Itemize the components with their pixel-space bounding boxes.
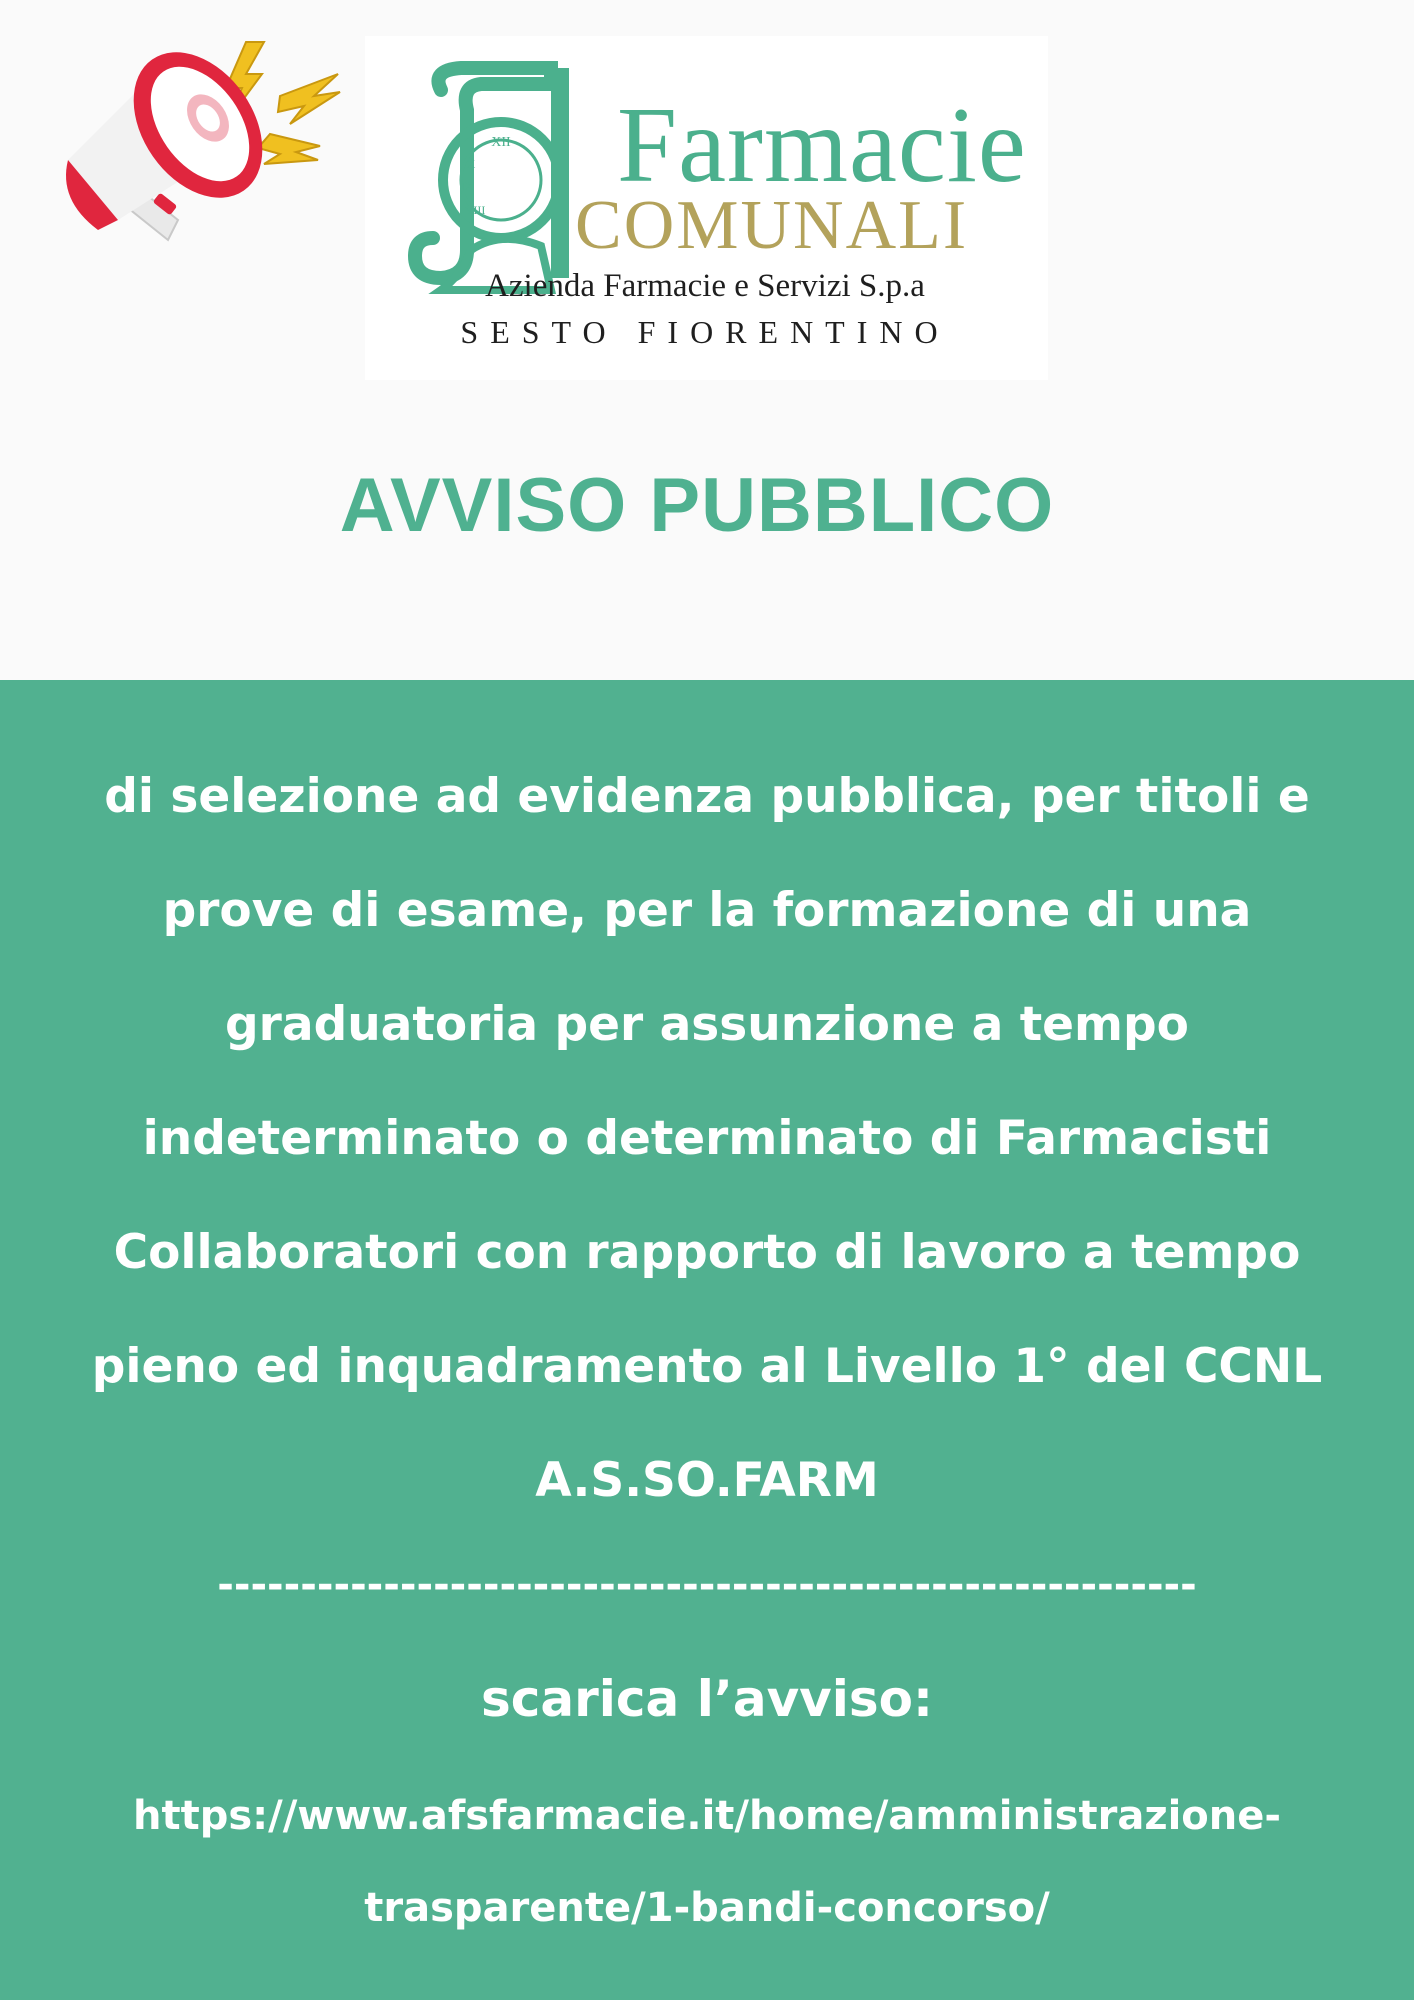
logo-city: SESTO FIORENTINO: [460, 314, 950, 350]
svg-text:XII: XII: [491, 135, 511, 150]
logo-company: Azienda Farmacie e Servizi S.p.a: [485, 268, 925, 304]
download-link[interactable]: https://www.afsfarmacie.it/home/amministrazione-trasparente/1-bandi-concorso/: [132, 1793, 1281, 1931]
download-label: scarica l’avviso:: [480, 1670, 934, 1728]
logo-name-line2: COMUNALI: [575, 187, 969, 264]
header-section: [0, 0, 1414, 680]
separator: -----------------------------------------------------------: [217, 1562, 1197, 1608]
company-logo: [365, 36, 1048, 380]
page-title: AVVISO PUBBLICO: [339, 463, 1055, 548]
svg-text:X: X: [466, 157, 476, 171]
notice-body: di selezione ad evidenza pubblica, per titoli e prove di esame, per la formazione di una graduatoria per assunzione a tempo indeterminato o determinato di Farmacisti Collaboratori con rapporto di lavoro a tempo pieno ed inquadramento al Livello 1° del CCNL A.S.SO.FARM: [91, 769, 1323, 1508]
megaphone-icon: [58, 30, 348, 255]
svg-text:IX: IX: [460, 179, 474, 193]
svg-text:VIII: VIII: [464, 203, 486, 217]
logo-name-line1: Farmacie: [617, 86, 1027, 205]
